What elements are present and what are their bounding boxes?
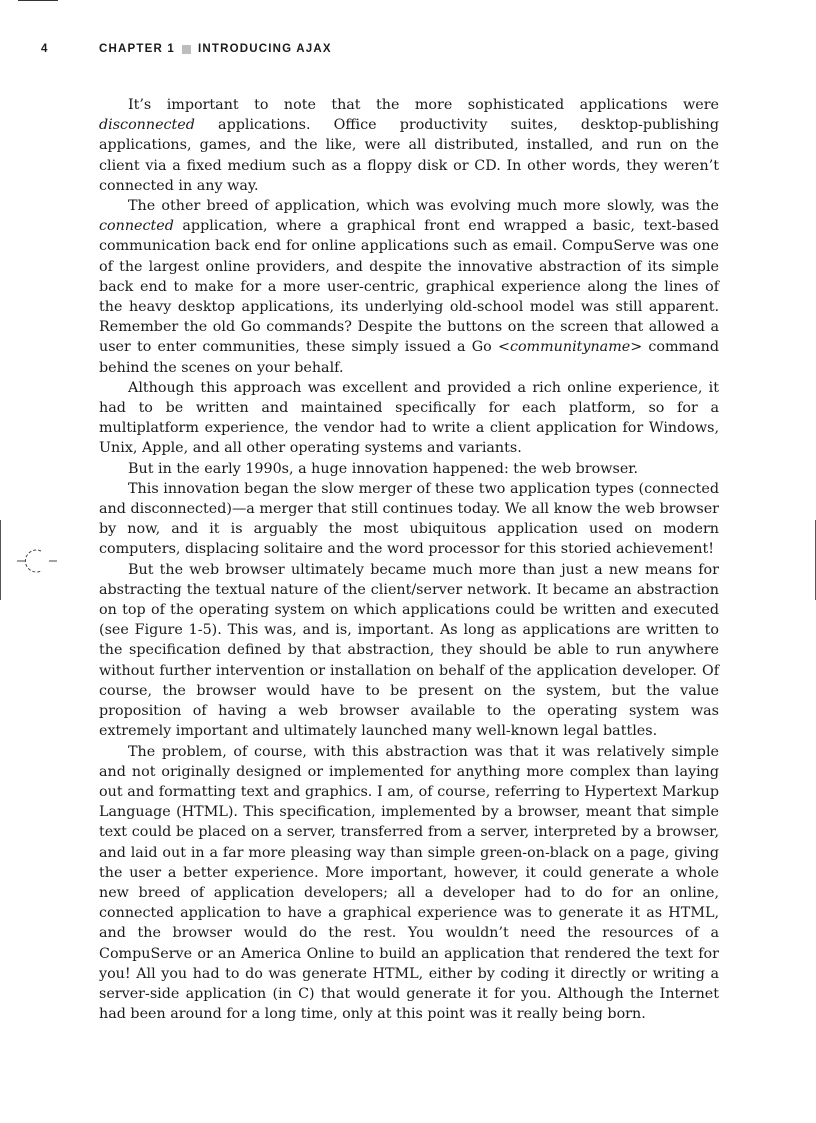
paragraph: The other breed of application, which was evolving much more slowly, was the connected application, where a graphical front end wrapped a basic, text-based communication back end for online applications such as email. CompuServe was one of the largest online providers, and despite the innovative abstraction of its simple back end to make for a more user-centric, graphical experience along the lines of the heavy desktop applications, its underlying old-school model was still apparent. Remember the old Go commands? Despite the buttons on the screen that allowed a user to enter communities, these simply issued a Go <communityname> command behind the scenes on your behalf.	[99, 198, 719, 376]
running-header	[41, 43, 721, 55]
paragraph: Although this approach was excellent and provided a rich online experience, it had to be written and maintained specifically for each platform, so for a multiplatform experience, the vendor had to write a client application for Windows, Unix, Apple, and all other operating systems and variants.	[99, 379, 719, 457]
chapter-title: INTRODUCING AJAX	[197, 43, 332, 55]
emphasis: communityname	[509, 339, 631, 356]
paragraph: But in the early 1990s, a huge innovation happened: the web browser.	[128, 460, 639, 477]
separator-square-icon	[182, 45, 191, 54]
paragraph: It’s important to note that the more sophisticated applications were disconnected applications. Office productivity suites, desktop-publishing applications, games, and the like, were all distributed, installed, and run on the client via a fixed medium such as a floppy disk or CD. In other words, they weren’t connected in any way.	[99, 97, 719, 194]
page-number: 4	[41, 43, 49, 55]
paragraph: The problem, of course, with this abstraction was that it was relatively simple and not originally designed or implemented for anything more complex than laying out and formatting text and graphics. I am, of course, referring to Hypertext Markup Language (HTML). This specification, implemented by a browser, meant that simple text could be placed on a server, transferred from a server, interpreted by a browser, and laid out in a far more pleasing way than simple green-on-black on a page, giving the user a better experience. More important, however, it could generate a whole new breed of application developers; all a developer had to do for an online, connected application to have a graphical experience was to generate it as HTML, and the browser would do the rest. You wouldn’t need the resources of a CompuServe or an America Online to build an application that rendered the text for you! All you had to do was generate HTML, either by coding it directly or writing a server-side application (in C) that would generate it for you. Although the Internet had been around for a long time, only at this point was it really being born.	[99, 743, 719, 1023]
body-text	[99, 95, 719, 1024]
registration-mark-icon	[17, 548, 62, 578]
registration-line-left	[0, 520, 1, 600]
chapter-label: CHAPTER 1	[99, 43, 175, 55]
emphasis: connected	[99, 218, 174, 235]
paragraph: But the web browser ultimately became much more than just a new means for abstracting the textual nature of the client/server network. It became an abstraction on top of the operating system on which applications could be written and executed (see Figure 1-5). This was, and is, important. As long as applications are written to the specification defined by that abstraction, they should be able to run anywhere without further intervention or installation on behalf of the application developer. Of course, the browser would have to be present on the system, but the value proposition of having a web browser available to the operating system was extremely important and ultimately launched many well-known legal battles.	[99, 561, 719, 740]
emphasis: disconnected	[99, 117, 195, 134]
crop-mark-top	[18, 0, 58, 1]
paragraph: This innovation began the slow merger of these two application types (connected and disconnected)—a merger that still continues today. We all know the web browser by now, and it is arguably the most ubiquitous application used on modern computers, displacing solitaire and the word processor for this storied achievement!	[99, 480, 719, 558]
